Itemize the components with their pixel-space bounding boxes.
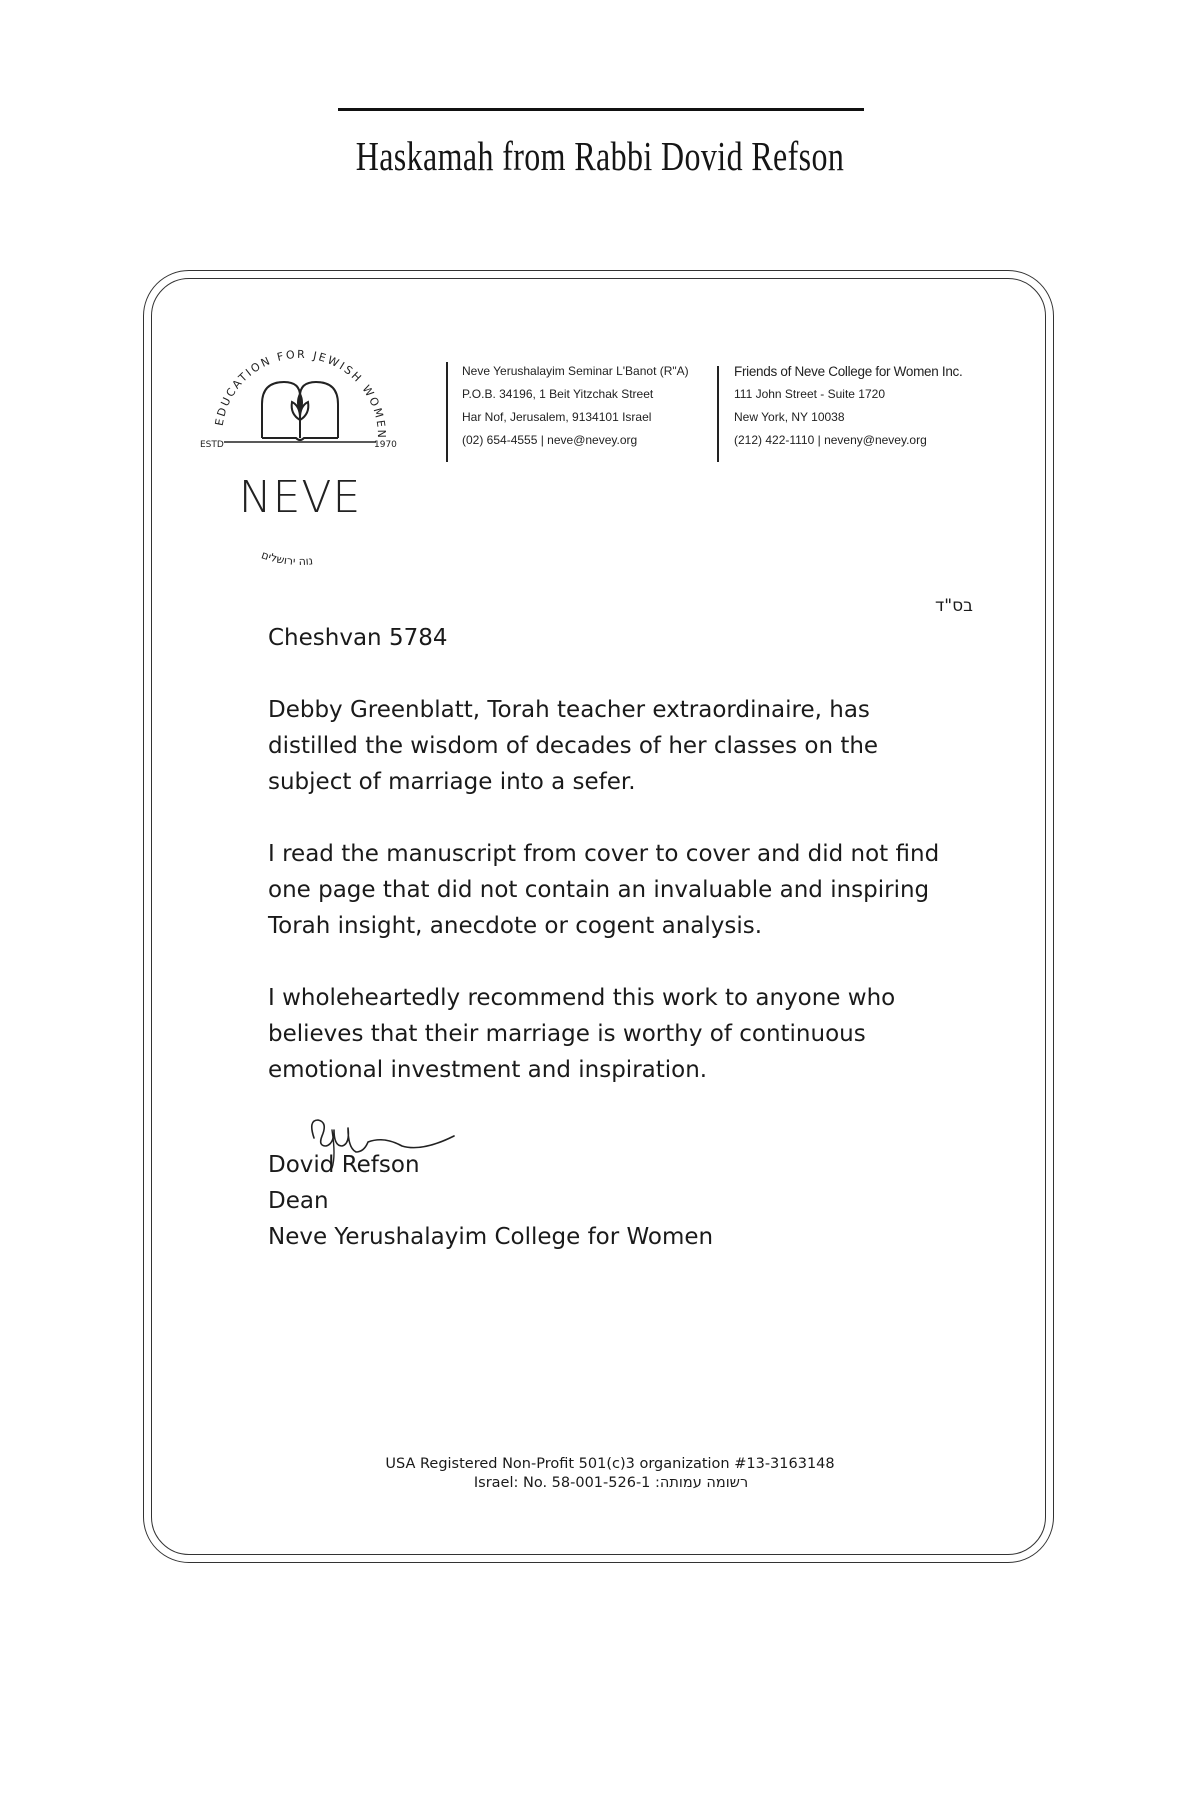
heading-rule [338, 108, 864, 111]
logo-hebrew-name: נוה ירושלים [259, 548, 314, 569]
letter-line: subject of marriage into a sefer. [268, 769, 636, 795]
signer-name: Dovid Refson [268, 1152, 420, 1178]
neve-logo-graphic [200, 320, 400, 570]
address-israel [462, 360, 689, 452]
address-line: Friends of Neve College for Women Inc. [734, 364, 963, 379]
address-line: New York, NY 10038 [734, 410, 845, 424]
letter-line: emotional investment and inspiration. [268, 1057, 708, 1083]
address-line: P.O.B. 34196, 1 Beit Yitzchak Street [462, 387, 654, 401]
logo-year: 1970 [374, 440, 397, 450]
signer-title: Dean [268, 1188, 329, 1214]
address-line: (212) 422-1110 | neveny@nevey.org [734, 433, 927, 447]
address-line: Neve Yerushalayim Seminar L'Banot (R"A) [462, 364, 689, 378]
address-line: Har Nof, Jerusalem, 9134101 Israel [462, 410, 652, 424]
signer-block [268, 1147, 713, 1255]
letter-line: Debby Greenblatt, Torah teacher extraordinaire, has [268, 697, 870, 723]
letter-paragraph-1 [268, 692, 988, 800]
address-divider-left [446, 362, 448, 462]
letter-line: believes that their marriage is worthy of continuous [268, 1021, 866, 1047]
letter-date: Cheshvan 5784 [268, 625, 448, 651]
signer-institution: Neve Yerushalayim College for Women [268, 1224, 714, 1250]
address-line: 111 John Street - Suite 1720 [734, 387, 885, 401]
letter-line: I wholeheartedly recommend this work to anyone who [268, 985, 896, 1011]
address-line: (02) 654-4555 | neve@nevey.org [462, 433, 638, 447]
letter-line: distilled the wisdom of decades of her classes on the [268, 733, 879, 759]
letter-line: I read the manuscript from cover to cover and did not find [268, 841, 940, 867]
book-arch-icon [224, 382, 376, 442]
logo-name: NEVE [238, 472, 362, 523]
page-title: Haskamah from Rabbi Dovid Refson [355, 133, 845, 179]
footer-line-israel: Israel: No. 58-001-526-1 :רשומה עמותה [473, 1475, 749, 1491]
neve-logo [200, 320, 400, 570]
letter-footer [0, 1455, 1200, 1493]
address-divider-right [717, 366, 719, 462]
letter-paragraph-3 [268, 980, 988, 1088]
letter-paragraph-2 [268, 836, 988, 944]
letter-body [268, 620, 988, 1124]
letter-line: one page that did not contain an invaluable and inspiring [268, 877, 930, 903]
footer-line-usa: USA Registered Non-Profit 501(c)3 organization #13-3163148 [385, 1456, 835, 1472]
logo-arc-text: EDUCATION FOR JEWISH WOMEN [212, 347, 389, 441]
letter-line: Torah insight, anecdote or cogent analysis. [268, 913, 763, 939]
logo-estd: ESTD [200, 440, 224, 450]
bsd-marking: בס"ד [935, 596, 973, 616]
address-usa [734, 360, 962, 452]
